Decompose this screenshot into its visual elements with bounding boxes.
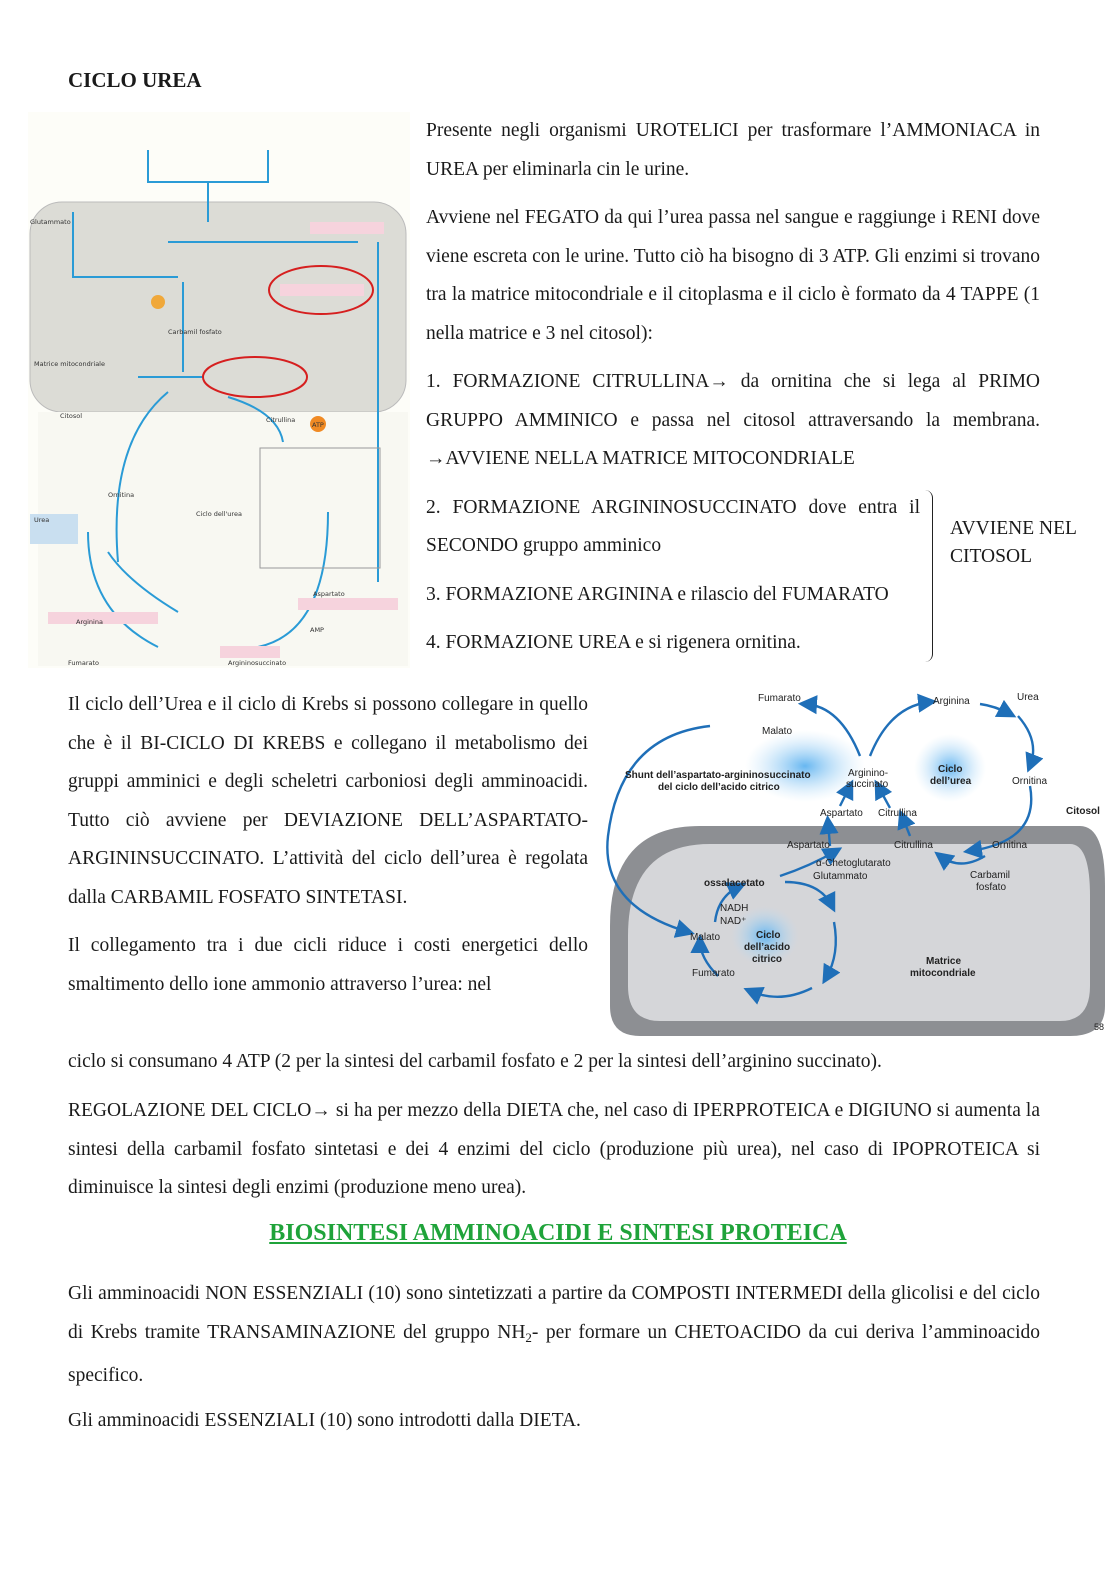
fig2-ornitina-top: Ornitina — [1012, 776, 1048, 787]
fig2-ornitina-in: Ornitina — [992, 840, 1028, 851]
essential-paragraph: Gli amminoacidi ESSENZIALI (10) sono introdotti dalla DIETA. — [68, 1410, 581, 1431]
fig2-carbamil: Carbamil — [970, 870, 1011, 881]
fig1-amp: AMP — [310, 626, 324, 634]
nonessential-text-end: - per formare un CHETOACIDO da cui deriva l’amminoacido specifico. — [68, 1321, 1040, 1386]
fig2-argininosuccinato: succinato — [846, 779, 889, 790]
fig2-arginina: Arginina — [933, 696, 970, 707]
fig2-malato-top: Malato — [762, 726, 793, 737]
fig1-ornitina: Ornitina — [108, 491, 135, 499]
fig2-fumarato: Fumarato — [692, 968, 735, 979]
fig1-arginina: Arginina — [76, 618, 103, 626]
fig2-ciclo-urea: Ciclo — [938, 764, 963, 775]
bicycle-figure — [600, 686, 1110, 1036]
step-item: 2. FORMAZIONE ARGININOSUCCINATO dove entra il SECONDO gruppo amminico — [426, 496, 920, 556]
fig2-citosol: Citosol — [1066, 806, 1100, 817]
section-title: BIOSINTESI AMMINOACIDI E SINTESI PROTEICA — [269, 1220, 847, 1246]
fig2-matrice: Matrice — [926, 956, 962, 967]
fig2-ciclo-urea: dell’urea — [930, 776, 972, 787]
fig1-citosol: Citosol — [60, 412, 83, 420]
fig2-ossalacetato: ossalacetato — [704, 878, 765, 889]
fig2-ciclo-acido: Ciclo — [756, 930, 781, 941]
nh2-subscript: 2 — [525, 1329, 532, 1345]
fig2-glutammato: Glutammato — [813, 871, 868, 882]
fig1-citrullina: Citrullina — [266, 416, 296, 424]
fig1-matrice: Matrice mitocondriale — [34, 360, 105, 368]
citosol-note: AVVIENE NEL CITOSOL — [950, 518, 1077, 567]
fig2-argininosuccinato: Arginino- — [848, 768, 889, 779]
fig2-aspartato-top: Aspartato — [820, 808, 863, 819]
fig2-matrice: mitocondriale — [910, 968, 976, 979]
fig2-citrullina-in: Citrullina — [894, 840, 933, 851]
urea-cycle-figure — [28, 112, 410, 668]
page-title: CICLO UREA — [68, 68, 202, 92]
fig2-aspartato-in: Aspartato — [787, 840, 830, 851]
fig1-carbamil: Carbamil fosfato — [168, 328, 222, 336]
bicycle-paragraph: Il ciclo dell’Urea e il ciclo di Krebs si possono collegare in quello che è il BI-CICLO DI KREBS e collegano il metabolismo dei gruppi amminici e degli scheletri carboniosi degli amminoacidi. Tutto ciò avviene per DEVIAZIONE DELL’ASPARTATO-ARGININSUCCINATO. L’attività del ciclo dell’urea è regolata dalla CARBAMIL FOSFATO SINTETASI. — [68, 694, 588, 908]
step-item: 3. FORMAZIONE ARGININA e rilascio del FUMARATO — [426, 583, 889, 605]
fig2-citrullina-top: Citrullina — [878, 808, 917, 819]
fig2-malato: Malato — [690, 932, 721, 943]
regulation-paragraph: REGOLAZIONE DEL CICLO→ si ha per mezzo della DIETA che, nel caso di IPERPROTEICA e DIGIUNO si aumenta la sintesi della carbamil fosfato sintetasi e dei 4 enzimi del ciclo (produzione più urea), nel caso di IPOPROTEICA si diminuisce la sintesi degli enzimi (produzione meno urea). — [68, 1100, 1040, 1198]
fig1-argininosuccinato: Argininosuccinato — [228, 659, 287, 667]
bicycle-paragraph: Il collegamento tra i due cicli riduce i costi energetici dello smaltimento dello ione ammonio attraverso l’urea: nel — [68, 935, 588, 995]
fig2-nad: NAD⁺ — [720, 916, 747, 927]
fig1-aspartato: Aspartato — [313, 590, 345, 598]
fig2-ciclo-acido: citrico — [752, 954, 783, 965]
fig2-shunt: Shunt dell’aspartato-argininosuccinato — [625, 770, 811, 781]
fig2-shunt: del ciclo dell’acido citrico — [658, 782, 780, 793]
citosol-brace — [920, 490, 933, 662]
fig1-glutammato: Glutammato — [30, 218, 71, 226]
fig1-atp: ATP — [312, 421, 324, 429]
fig2-fumarato-top: Fumarato — [758, 693, 801, 704]
fig1-ciclo: Ciclo dell'urea — [196, 510, 242, 518]
fig2-ciclo-acido: dell’acido — [744, 942, 791, 953]
intro-paragraph: Avviene nel FEGATO da qui l’urea passa nel sangue e raggiunge i RENI dove viene escreta con le urine. Tutto ciò ha bisogno di 3 ATP. Gli enzimi si trovano tra la matrice mitocondriale e il citoplasma e il ciclo è formato da 4 TAPPE (1 nella matrice e 3 nel citosol): — [426, 207, 1040, 344]
bicycle-continuation: ciclo si consumano 4 ATP (2 per la sintesi del carbamil fosfato e 2 per la sintesi dell’arginino succinato). — [68, 1051, 882, 1072]
fig1-fumarato: Fumarato — [68, 659, 99, 667]
fig2-page-num: 58 — [1094, 1022, 1105, 1032]
bicycle-text — [68, 686, 588, 1014]
fig2-urea: Urea — [1017, 692, 1039, 703]
intro-text — [426, 112, 1040, 673]
nonessential-paragraph — [68, 1275, 1040, 1396]
intro-paragraph: Presente negli organismi UROTELICI per trasformare l’AMMONIACA in UREA per eliminarla cin le urine. — [426, 120, 1040, 180]
step-item: 4. FORMAZIONE UREA e si rigenera ornitina. — [426, 632, 801, 653]
step-item: 1. FORMAZIONE CITRULLINA→ da ornitina che si lega al PRIMO GRUPPO AMMINICO e passa nel citosol attraversando la membrana. →AVVIENE NELLA MATRICE MITOCONDRIALE — [426, 371, 1040, 469]
fig2-nadh: NADH — [720, 903, 749, 914]
fig1-urea: Urea — [34, 516, 50, 524]
nonessential-text: Gli amminoacidi NON ESSENZIALI (10) sono sintetizzati a partire da COMPOSTI INTERMEDI della glicolisi e del ciclo di Krebs tramite TRANSAMINAZIONE del gruppo NH — [68, 1283, 1040, 1343]
fig2-carbamil: fosfato — [976, 882, 1007, 893]
fig2-chetoglutarato: α-Chetoglutarato — [816, 858, 891, 869]
